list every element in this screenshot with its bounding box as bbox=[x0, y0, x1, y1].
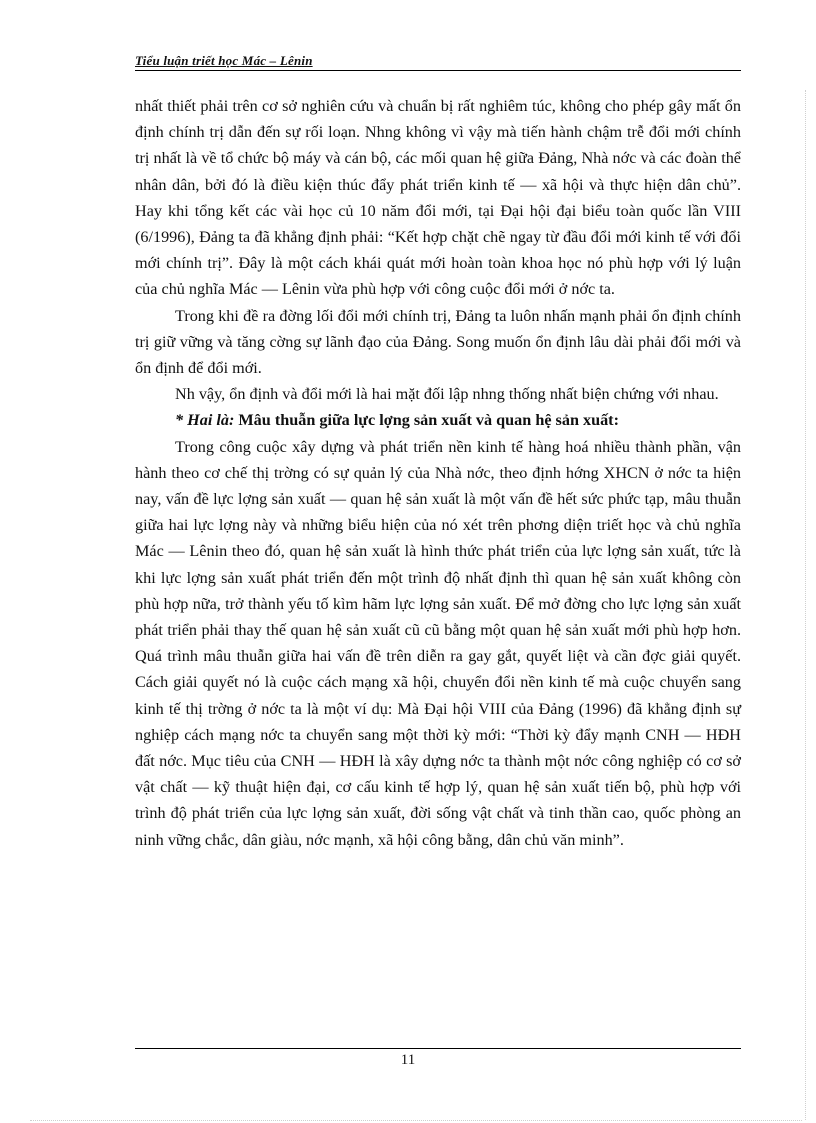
paragraph: nhất thiết phải trên cơ sở nghiên cứu và chuẩn bị rất nghiêm túc, không cho phép gây mất ổn định chính trị dẫn đến sự rối loạn. Nhng không vì vậy mà tiến hành chậm trễ đổi mới chính trị nhất là về tổ chức bộ máy và cán bộ, các mối quan hệ giữa Đảng, Nhà nớc và các đoàn thể nhân dân, bởi đó là điều kiện thúc đẩy phát triển kinh tế — xã hội và thực hiện dân chủ”. Hay khi tổng kết các vài học củ 10 năm đổi mới, tại Đại hội đại biểu toàn quốc lần VIII (6/1996), Đảng ta đã khẳng định phải: “Kết hợp chặt chẽ ngay từ đầu đổi mới kinh tế với đổi mới chính trị”. Đây là một cách khái quát mới hoàn toàn khoa học nó phù hợp với lý luận của chủ nghĩa Mác — Lênin vừa phù hợp với công cuộc đổi mới ở nớc ta. bbox=[135, 97, 741, 299]
page-edge-dots bbox=[805, 90, 806, 1120]
paragraph: Nh vậy, ổn định và đổi mới là hai mặt đối lập nhng thống nhất biện chứng với nhau. bbox=[175, 385, 719, 404]
section-title: Mâu thuẫn giữa lực lợng sản xuất và quan hệ sản xuất: bbox=[238, 411, 619, 430]
page-number: 11 bbox=[400, 1052, 416, 1068]
document-body bbox=[135, 93, 741, 853]
page-edge-dots bbox=[30, 1120, 802, 1121]
paragraph: Trong công cuộc xây dựng và phát triển nền kinh tế hàng hoá nhiều thành phần, vận hành theo cơ chế thị trờng có sự quản lý của Nhà nớc, theo định hớng XHCN ở nớc ta hiện nay, vấn đề lực lợng sản xuất — quan hệ sản xuất là một vấn đề hết sức phức tạp, mâu thuẫn giữa hai lực lợng này và những biểu hiện của nó xét trên phơng diện triết học và chủ nghĩa Mác — Lênin theo đó, quan hệ sản xuất là hình thức phát triển của lực lợng sản xuất, tức là khi lực lợng sản xuất phát triển đến một trình độ nhất định thì quan hệ sản xuất không còn phù hợp nữa, trở thành yếu tố kìm hãm lực lợng sản xuất. Để mở đờng cho lực lợng sản xuất phát triển phải thay thế quan hệ sản xuất cũ cũ bằng một quan hệ sản xuất mới phù hợp hơn. Quá trình mâu thuẫn giữa hai vấn đề trên diễn ra gay gắt, quyết liệt và cần đợc giải quyết. Cách giải quyết nó là cuộc cách mạng xã hội, chuyển đổi nền kinh tế mà cuộc chuyển sang kinh tế thị trờng ở nớc ta là một ví dụ: Mà Đại hội VIII của Đảng (1996) đã khẳng định sự nghiệp cách mạng nớc ta chuyển sang một thời kỳ mới: “Thời kỳ đẩy mạnh CNH — HĐH đất nớc. Mục tiêu của CNH — HĐH là xây dựng nớc ta thành một nớc công nghiệp có cơ sở vật chất — kỹ thuật hiện đại, cơ cấu kinh tế hợp lý, quan hệ sản xuất tiến bộ, phù hợp với trình độ phát triển của lực lợng sản xuất, đời sống vật chất và tinh thần cao, quốc phòng an ninh vững chắc, dân giàu, nớc mạnh, xã hội công bằng, dân chủ văn minh”. bbox=[135, 437, 741, 849]
page-header bbox=[135, 52, 741, 71]
footer-rule bbox=[135, 1048, 741, 1049]
paragraph: Trong khi đề ra đờng lối đổi mới chính trị, Đảng ta luôn nhấn mạnh phải ổn định chính trị giữ vững và tăng cờng sự lãnh đạo của Đảng. Song muốn ổn định lâu dài phải đổi mới và ổn định để đổi mới. bbox=[135, 306, 741, 378]
section-lead: * Hai là: bbox=[175, 411, 235, 430]
header-title: Tiểu luận triết học Mác – Lênin bbox=[135, 53, 313, 68]
section-heading bbox=[135, 407, 741, 433]
